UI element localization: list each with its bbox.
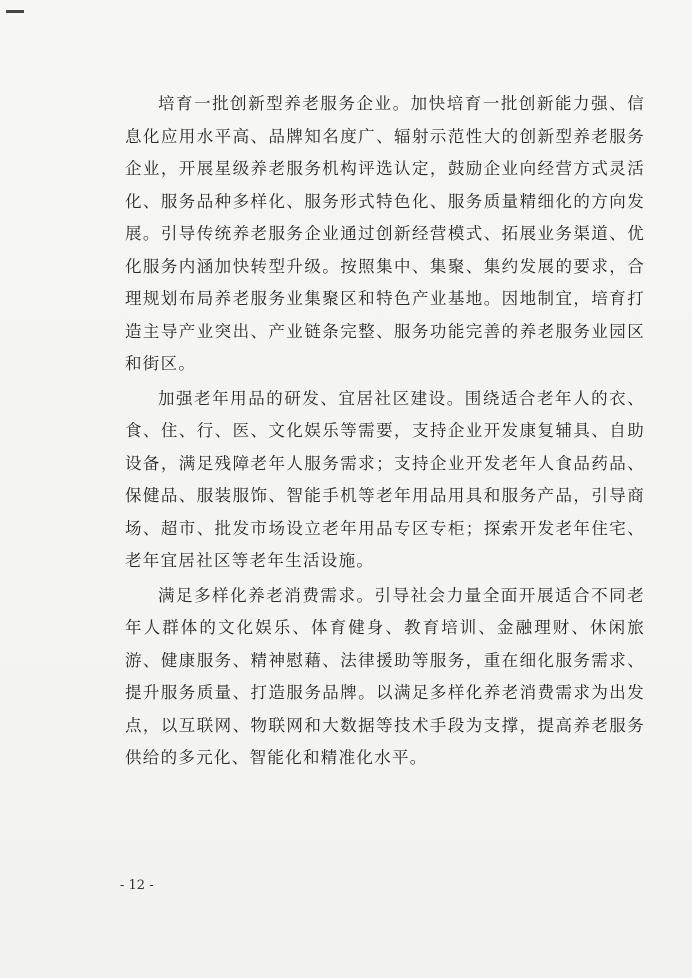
binding-mark [6, 10, 24, 13]
document-body [125, 88, 645, 775]
paragraph-elderly-products: 加强老年用品的研发、宜居社区建设。围绕适合老年人的衣、食、住、行、医、文化娱乐等需要，支持企业开发康复辅具、自助设备，满足残障老年人服务需求；支持企业开发老年人食品药品、保健品、服装服饰、智能手机等老年用品用具和服务产品，引导商场、超市、批发市场设立老年用品专区专柜；探索开发老年住宅、老年宜居社区等老年生活设施。 [125, 388, 645, 570]
page-number: - 12 - [120, 878, 154, 893]
paragraph-consumption-needs: 满足多样化养老消费需求。引导社会力量全面开展适合不同老年人群体的文化娱乐、体育健身、教育培训、金融理财、休闲旅游、健康服务、精神慰藉、法律援助等服务，重在细化服务需求、提升服务质量、打造服务品牌。以满足多样化养老消费需求为出发点，以互联网、物联网和大数据等技术手段为支撑，提高养老服务供给的多元化、智能化和精准化水平。 [125, 585, 645, 767]
paragraph-innovative-enterprises: 培育一批创新型养老服务企业。加快培育一批创新能力强、信息化应用水平高、品牌知名度广、辐射示范性大的创新型养老服务企业，开展星级养老服务机构评选认定，鼓励企业向经营方式灵活化、服务品种多样化、服务形式特色化、服务质量精细化的方向发展。引导传统养老服务企业通过创新经营模式、拓展业务渠道、优化服务内涵加快转型升级。按照集中、集聚、集约发展的要求，合理规划布局养老服务业集聚区和特色产业基地。因地制宜，培育打造主导产业突出、产业链条完整、服务功能完善的养老服务业园区和街区。 [125, 94, 645, 373]
